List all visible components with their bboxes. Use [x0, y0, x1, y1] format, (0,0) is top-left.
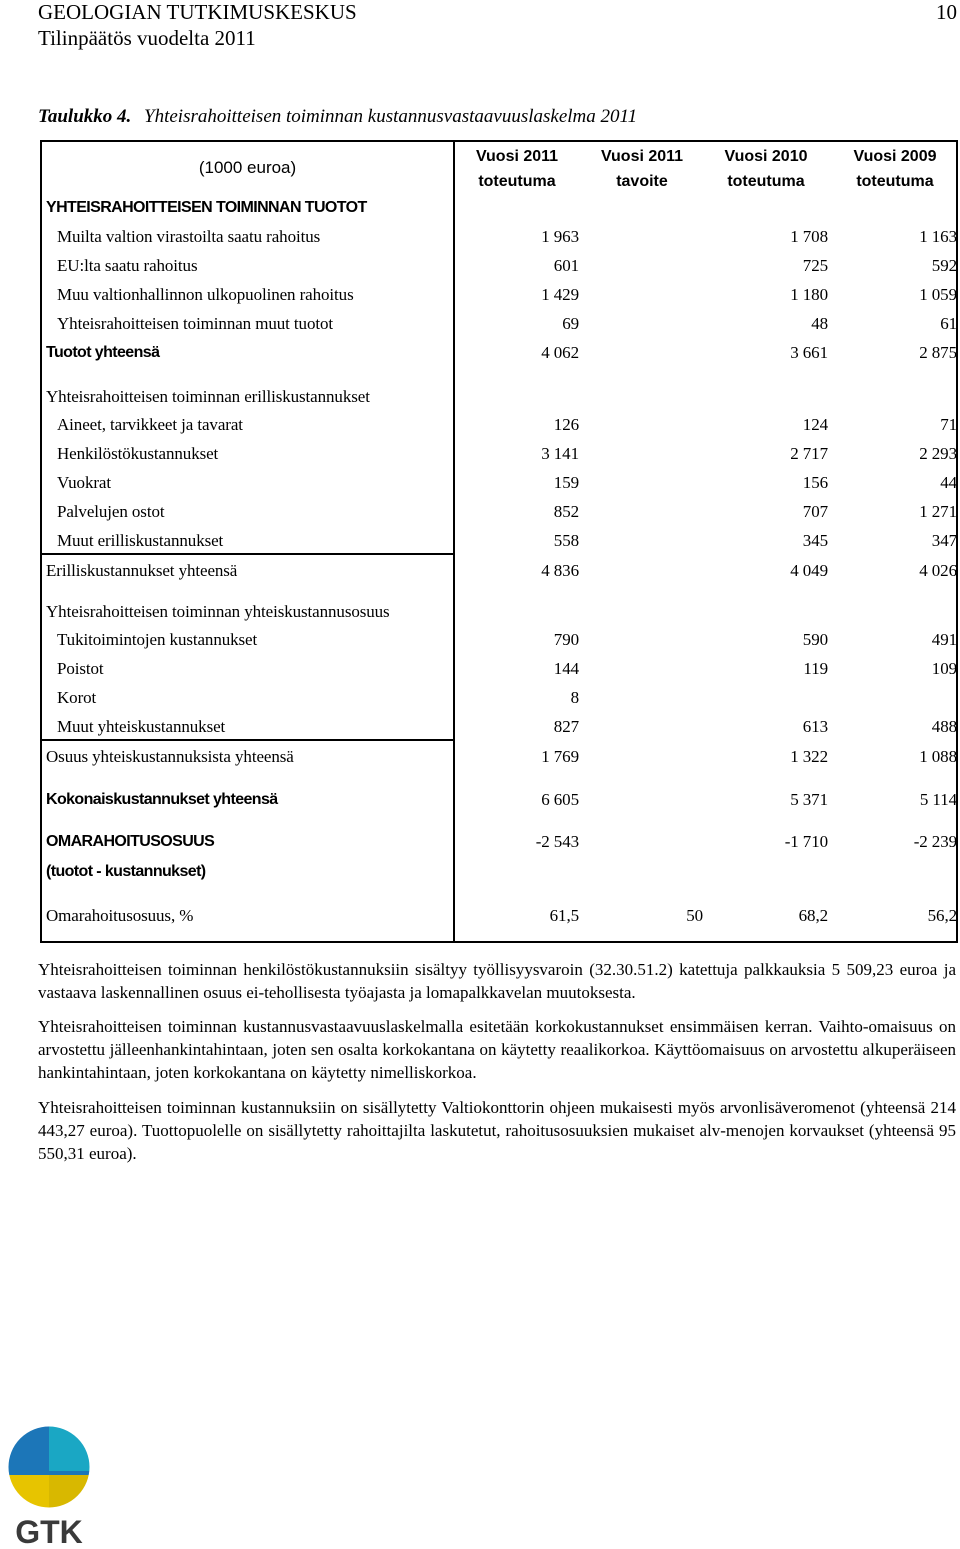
self-financing-pct-row-value: 50: [686, 906, 703, 925]
column-header-type: tavoite: [616, 173, 668, 190]
self-financing-row-value: -2 543: [535, 832, 579, 851]
column-header: [582, 144, 702, 194]
table-caption-title: Yhteisrahoitteisen toiminnan kustannusvastaavuuslaskelma 2011: [144, 106, 638, 127]
separate-row-value: 558: [553, 531, 579, 550]
common-row-value: 488: [931, 717, 957, 736]
page-number: 10: [936, 0, 957, 24]
separate-row-value: 156: [802, 473, 828, 492]
self-financing-row-value: -1 710: [784, 832, 828, 851]
grand-total-row-value: 5 114: [919, 790, 957, 809]
common-row-value: 590: [802, 630, 828, 649]
separate-row-value: 1 271: [919, 502, 957, 521]
separate-row-label: Palvelujen ostot: [57, 502, 165, 521]
separate-total-row-value: 4 026: [919, 561, 957, 580]
column-header: [706, 144, 826, 194]
common-total-rule: [42, 739, 453, 741]
self-financing-pct-row-value: 56,2: [927, 906, 957, 925]
note-paragraph: Yhteisrahoitteisen toiminnan kustannusvastaavuuslaskelmalla esitetään korkokustannukset ensimmäisen kerran. Vaihto-omaisuus on arvostettu jälleenhankintahintaan, joten sen osalta korkokantana on käytetty reaalikorkoa. Käyttöomaisuus on arvostettu alkuperäiseen hankintahintaan, joten korkokantana on käytetty nimelliskorkoa.: [38, 1017, 956, 1082]
income-row-value: 1 708: [790, 227, 828, 246]
separate-total-row-value: 4 049: [790, 561, 828, 580]
note-paragraph: Yhteisrahoitteisen toiminnan henkilöstökustannuksiin sisältyy työllisyysvaroin (32.30.51.2) katettuja palkkauksia 5 509,23 euroa ja vastaava laskennallinen osuus ei-tehollisesta työajasta ja lomapalkkavelan muutoksesta.: [38, 960, 956, 1002]
separate-row-label: Aineet, tarvikkeet ja tavarat: [57, 415, 243, 434]
common-row-label: Korot: [57, 688, 97, 707]
common-row-value: 144: [553, 659, 579, 678]
income-row-value: 1 180: [790, 285, 828, 304]
unit-label: (1000 euroa): [198, 158, 297, 177]
grand-total-row-value: 5 371: [790, 790, 828, 809]
common-row-value: 119: [803, 659, 828, 678]
self-financing-row-label: OMARAHOITUSOSUUS: [46, 833, 215, 850]
column-header-year: Vuosi 2010: [724, 148, 808, 165]
common-total-row-value: 1 322: [790, 747, 828, 766]
separate-total-row-label: Erilliskustannukset yhteensä: [46, 561, 238, 580]
separate-row-value: 124: [802, 415, 828, 434]
separate-row-value: 347: [931, 531, 957, 550]
income-row-value: 601: [553, 256, 579, 275]
column-header-year: Vuosi 2011: [475, 148, 559, 165]
document-subtitle: Tilinpäätös vuodelta 2011: [38, 26, 256, 50]
income-row-value: 1 963: [541, 227, 579, 246]
common-row-label: Tukitoimintojen kustannukset: [57, 630, 258, 649]
common-row-label: Poistot: [57, 659, 104, 678]
income-row-label: Yhteisrahoitteisen toiminnan muut tuotot: [57, 314, 333, 333]
self-financing-row-value: -2 239: [913, 832, 957, 851]
common-total-row-value: 1 769: [541, 747, 579, 766]
column-header-type: toteutuma: [856, 173, 934, 190]
self-financing-sublabel: (tuotot - kustannukset): [46, 863, 206, 880]
note-paragraph: Yhteisrahoitteisen toiminnan kustannuksiin on sisällytetty Valtiokonttorin ohjeen mukaisesti myös arvonlisäveromenot (yhteensä 214 443,27 euroa). Tuottopuolelle on sisällytetty rahoittajilta laskutetut, rahoitusosuuksien mukaiset alv-menojen korvaukset (yhteensä 95 550,31 euroa).: [38, 1098, 956, 1163]
self-financing-pct-row-value: 61,5: [549, 906, 579, 925]
income-total-row-label: Tuotot yhteensä: [46, 344, 160, 361]
common-total-row-value: 1 088: [919, 747, 957, 766]
separate-total-rule: [42, 553, 453, 555]
organization-name: GEOLOGIAN TUTKIMUSKESKUS: [38, 0, 357, 24]
separate-row-label: Henkilöstökustannukset: [57, 444, 219, 463]
income-total-row-value: 3 661: [790, 343, 828, 362]
column-header-year: Vuosi 2009: [853, 148, 937, 165]
common-row-value: 491: [931, 630, 957, 649]
grand-total-row-value: 6 605: [541, 790, 579, 809]
income-row-label: Muilta valtion virastoilta saatu rahoitus: [57, 227, 321, 246]
separate-row-value: 2 293: [919, 444, 957, 463]
income-total-row-value: 2 875: [919, 343, 957, 362]
separate-row-value: 852: [553, 502, 579, 521]
table-caption-label: Taulukko 4.: [38, 106, 132, 127]
column-header-type: toteutuma: [727, 173, 805, 190]
self-financing-pct-row-value: 68,2: [798, 906, 828, 925]
separate-row-value: 707: [802, 502, 828, 521]
common-row-label: Muut yhteiskustannukset: [57, 717, 226, 736]
separate-row-value: 71: [940, 415, 957, 434]
income-heading: YHTEISRAHOITTEISEN TOIMINNAN TUOTOT: [46, 199, 367, 216]
column-header-type: toteutuma: [478, 173, 556, 190]
table-caption: [38, 105, 637, 129]
common-total-row-label: Osuus yhteiskustannuksista yhteensä: [46, 747, 294, 766]
income-row-value: 1 059: [919, 285, 957, 304]
grand-total-row-label: Kokonaiskustannukset yhteensä: [46, 791, 278, 808]
income-total-row-value: 4 062: [541, 343, 579, 362]
income-row-value: 1 163: [919, 227, 957, 246]
cost-recovery-table: [40, 140, 958, 943]
column-header-year: Vuosi 2011: [600, 148, 684, 165]
column-divider: [453, 142, 455, 941]
income-row-value: 48: [811, 314, 828, 333]
common-row-value: 8: [570, 688, 579, 707]
common-row-value: 790: [553, 630, 579, 649]
separate-row-value: 3 141: [541, 444, 579, 463]
separate-row-label: Vuokrat: [57, 473, 111, 492]
separate-row-label: Muut erilliskustannukset: [57, 531, 224, 550]
gtk-logo: [5, 1423, 93, 1549]
income-row-value: 69: [562, 314, 579, 333]
income-row-label: Muu valtionhallinnon ulkopuolinen rahoitus: [57, 285, 354, 304]
separate-row-value: 2 717: [790, 444, 828, 463]
income-row-label: EU:lta saatu rahoitus: [57, 256, 198, 275]
gtk-logo-text: GTK: [15, 1514, 83, 1549]
column-header: [835, 144, 955, 194]
column-header: [457, 144, 577, 194]
separate-total-row-value: 4 836: [541, 561, 579, 580]
common-row-value: 613: [802, 717, 828, 736]
income-row-value: 725: [802, 256, 828, 275]
self-financing-pct-row-label: Omarahoitusosuus, %: [46, 906, 194, 925]
separate-row-value: 159: [553, 473, 579, 492]
separate-row-value: 345: [802, 531, 828, 550]
common-heading: Yhteisrahoitteisen toiminnan yhteiskustannusosuus: [46, 602, 390, 621]
separate-row-value: 44: [940, 473, 957, 492]
income-row-value: 592: [931, 256, 957, 275]
separate-row-value: 126: [553, 415, 579, 434]
income-row-value: 1 429: [541, 285, 579, 304]
common-row-value: 827: [553, 717, 579, 736]
separate-heading: Yhteisrahoitteisen toiminnan erilliskustannukset: [46, 387, 370, 406]
common-row-value: 109: [931, 659, 957, 678]
income-row-value: 61: [940, 314, 957, 333]
